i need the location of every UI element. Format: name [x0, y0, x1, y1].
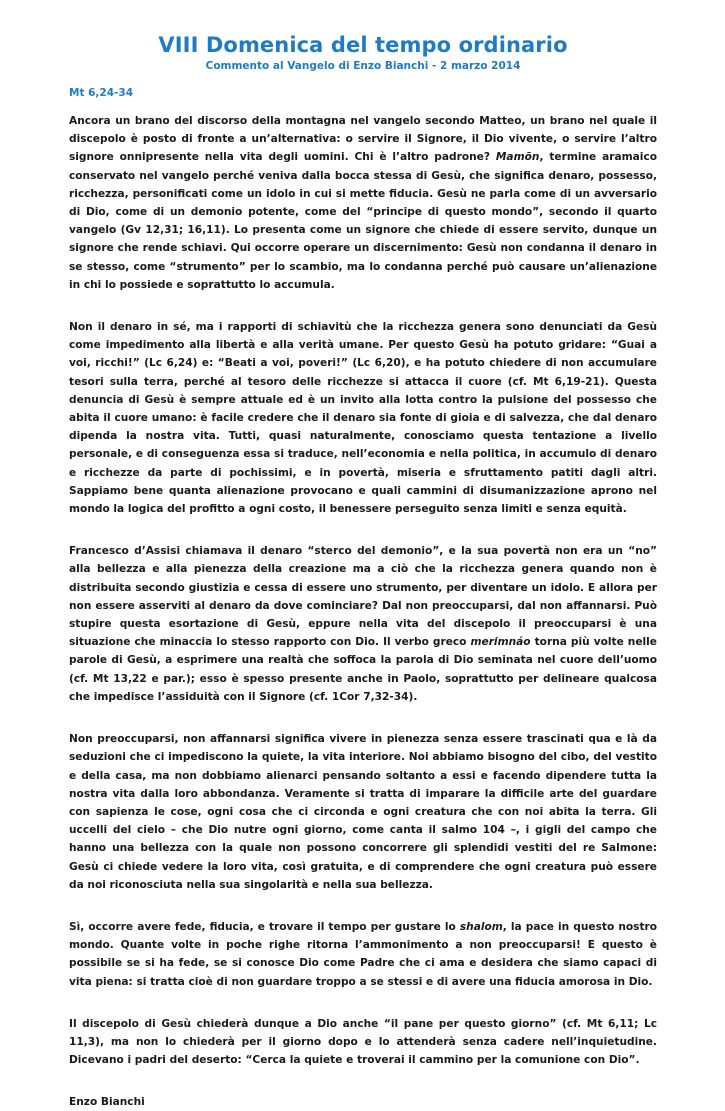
gospel-reference: Mt 6,24-34	[69, 87, 133, 99]
paragraph-4	[69, 730, 657, 894]
italic-term: Mamōn	[495, 151, 540, 164]
paragraph-2	[69, 318, 657, 518]
text-segment: , termine aramaico conservato nel vangelo perché veniva dalla bocca stessa di Gesù, che significa denaro, possesso, ricchezza, personificati come un idolo in cui si mette fiducia. Gesù ne parla come di un avversario di Dio, come di un demonio potente, come del “principe di questo mondo”, secondo il quarto vangelo (Gv 12,31; 16,11). Lo presenta come un signore che chiede di essere servito, dunque un signore che rende schiavi. Qui occorre operare un discernimento: Gesù non condanna il denaro in se stesso, come “strumento” per lo scambio, ma lo condanna perché può causare un’alienazione in chi lo possiede e soprattutto lo accumula.	[69, 151, 657, 291]
text-segment: Ancora un brano del discorso della montagna nel vangelo secondo Matteo, un brano nel quale il discepolo è posto di fronte a un’alternativa: o servire il Signore, il Dio vivente, o servire l’altro signore onnipresente nella vita degli uomini. Chi è l’altro padrone?	[69, 115, 657, 164]
text-segment: torna più volte nelle parole di Gesù, a esprimere una realtà che soffoca la parola di Dio seminata nel cuore dell’uomo (cf. Mt 13,22 e par.); esso è spesso presente anche in Paolo, soprattutto per delineare qualcosa che impedisce l’assiduità con il Signore (cf. 1Cor 7,32-34).	[69, 636, 657, 703]
commentary-body	[69, 112, 657, 1111]
page-title: VIII Domenica del tempo ordinario	[158, 33, 568, 57]
page-subtitle: Commento al Vangelo di Enzo Bianchi - 2 marzo 2014	[205, 60, 521, 72]
text-segment: Sì, occorre avere fede, fiducia, e trovare il tempo per gustare lo	[69, 920, 460, 933]
text-segment: Non il denaro in sé, ma i rapporti di schiavitù che la ricchezza genera sono denunciati da Gesù come impedimento alla libertà e alla verità umane. Per questo Gesù ha potuto gridare: “Guai a voi, ricchi!” (Lc 6,24) e: “Beati a voi, poveri!” (Lc 6,20), e ha potuto chiedere di non accumulare tesori sulla terra, perché al tesoro delle ricchezze si attacca il cuore (cf. Mt 6,19-21). Questa denuncia di Gesù è sempre attuale ed è un invito alla lotta contro la pulsione del possesso che abita il cuore umano: è facile credere che il denaro sia fonte di gioia e di salvezza, che dal denaro dipenda la nostra vita. Tutti, quasi naturalmente, conosciamo questa tentazione a livello personale, e di conseguenza essa si traduce, nell’economia e nella politica, in accumulo di denaro e ricchezze da parte di pochissimi, e in povertà, miseria e sfruttamento patiti dagli altri. Sappiamo bene quanta alienazione provocano e quali cammini di disumanizzazione aprono nel mondo la logica del profitto a ogni costo, il benessere perseguito senza limiti e senza equità.	[69, 321, 657, 516]
paragraph-6	[69, 1015, 657, 1070]
paragraph-1	[69, 112, 657, 294]
italic-term: merimnáo	[470, 636, 531, 649]
paragraph-3	[69, 542, 657, 706]
author-signature: Enzo Bianchi	[69, 1096, 145, 1109]
italic-term: shalom	[459, 920, 503, 933]
text-segment: Il discepolo di Gesù chiederà dunque a Dio anche “il pane per questo giorno” (cf. Mt 6,11; Lc 11,3), ma non lo chiederà per il giorno dopo e lo attenderà senza cadere nell’inquietudine. Dicevano i padri del deserto: “Cerca la quiete e troverai il cammino per la comunione con Dio”.	[69, 1017, 657, 1067]
text-segment: Francesco d’Assisi chiamava il denaro “sterco del demonio”, e la sua povertà non era un “no” alla bellezza e alla pienezza della creazione ma a ciò che la ricchezza genera quando non è distribuita secondo giustizia e cessa di essere uno strumento, per diventare un idolo. E allora per non essere asserviti al denaro da dove cominciare? Dal non preoccuparsi, dal non affannarsi. Può stupire questa esortazione di Gesù, eppure nella vita del discepolo il preoccuparsi è una situazione che minaccia lo stesso rapporto con Dio. Il verbo greco	[69, 545, 657, 649]
paragraph-5	[69, 918, 657, 991]
text-segment: Non preoccuparsi, non affannarsi significa vivere in pienezza senza essere trascinati qua e là da seduzioni che ci impediscono la quiete, la vita interiore. Noi abbiamo bisogno del cibo, del vestito e della casa, ma non dobbiamo alienarci pensando soltanto a essi e facendo dipendere tutta la nostra vita dalla loro abbondanza. Veramente si tratta di imparare la difficile arte del guardare con sapienza le cose, ogni cosa che ci circonda e ogni creatura che con noi abita la terra. Gli uccelli del cielo – che Dio nutre ogni giorno, come canta il salmo 104 –, i gigli del campo che hanno una bellezza con la quale non possono concorrere gli splendidi vestiti del re Salmone: Gesù ci chiede vedere la loro vita, così gratuita, e di comprendere che ogni creatura può essere da noi riconosciuta nella sua singolarità e nella sua bellezza.	[69, 733, 657, 891]
text-segment: , la pace in questo nostro mondo. Quante volte in poche righe ritorna l’ammonimento a non preoccuparsi! E questo è possibile se si ha fede, se si conosce Dio come Padre che ci ama e desidera che siamo capaci di vita piena: si tratta cioè di non guardare troppo a se stessi e di avere una fiducia amorosa in Dio.	[69, 920, 658, 988]
